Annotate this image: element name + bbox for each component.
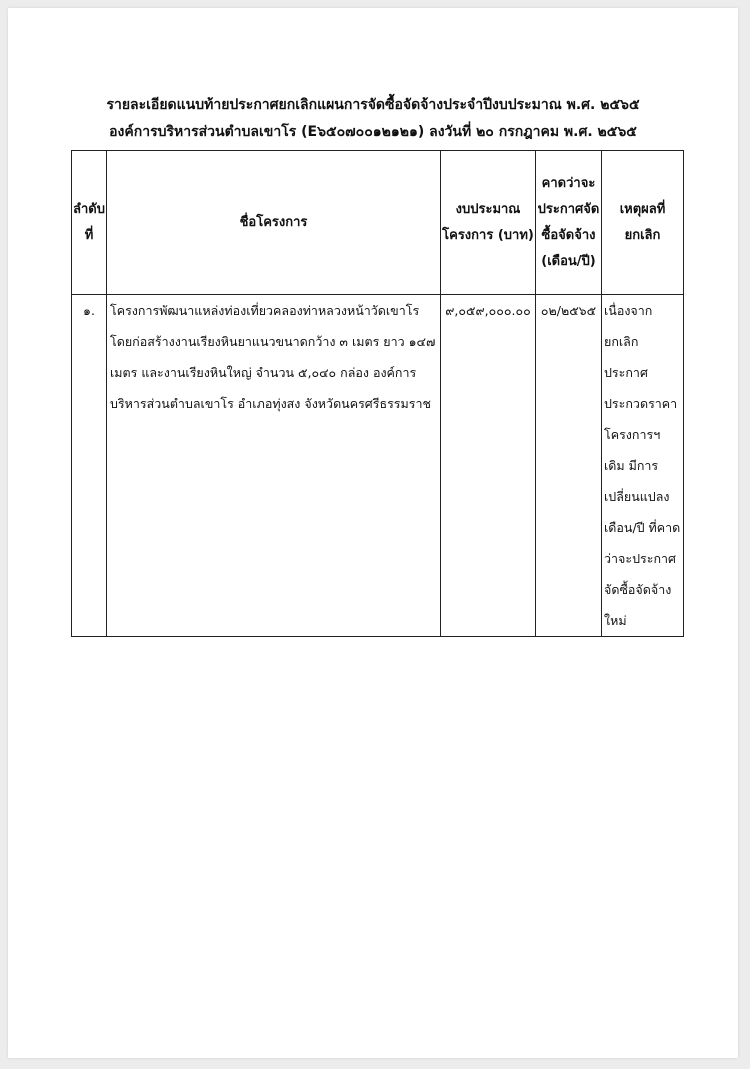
- header-project-name: ชื่อโครงการ: [107, 151, 441, 295]
- document-title: รายละเอียดแนบท้ายประกาศยกเลิกแผนการจัดซื้อจัดจ้างประจำปีงบประมาณ พ.ศ. ๒๕๖๕: [106, 97, 640, 113]
- cell-expected-month: ๐๒/๒๕๖๕: [536, 295, 602, 637]
- header-reason: เหตุผลที่ยกเลิก: [602, 151, 684, 295]
- cell-budget: ๙,๐๕๙,๐๐๐.๐๐: [441, 295, 536, 637]
- cell-reason: เนื่องจากยกเลิกประกาศประกวดราคาโครงการฯ เดิม มีการเปลี่ยนแปลงเดือน/ปี ที่คาดว่าจะประกาศจัดซื้อจัดจ้างใหม่: [602, 295, 684, 637]
- table-header-row: [72, 151, 684, 295]
- document-page: [8, 8, 738, 1058]
- table-row: [72, 295, 684, 637]
- cell-project-name: โครงการพัฒนาแหล่งท่องเที่ยวคลองท่าหลวงหน้าวัดเขาโร โดยก่อสร้างงานเรียงหินยาแนวขนาดกว้าง ๓ เมตร ยาว ๑๔๗ เมตร และงานเรียงหินใหญ่ จำนวน ๕,๐๔๐ กล่อง องค์การบริหารส่วนตำบลเขาโร อำเภอทุ่งสง จังหวัดนครศรีธรรมราช: [107, 295, 441, 637]
- cell-no: ๑.: [72, 295, 107, 637]
- document-subtitle: องค์การบริหารส่วนตำบลเขาโร (E๖๕๐๗๐๐๑๒๑๒๑) ลงวันที่ ๒๐ กรกฎาคม พ.ศ. ๒๕๖๕: [109, 124, 637, 140]
- cancellation-table: [71, 150, 684, 637]
- header-expected-month: คาดว่าจะประกาศจัดซื้อจัดจ้าง (เดือน/ปี): [536, 151, 602, 295]
- header-no: ลำดับที่: [72, 151, 107, 295]
- header-budget: งบประมาณโครงการ (บาท): [441, 151, 536, 295]
